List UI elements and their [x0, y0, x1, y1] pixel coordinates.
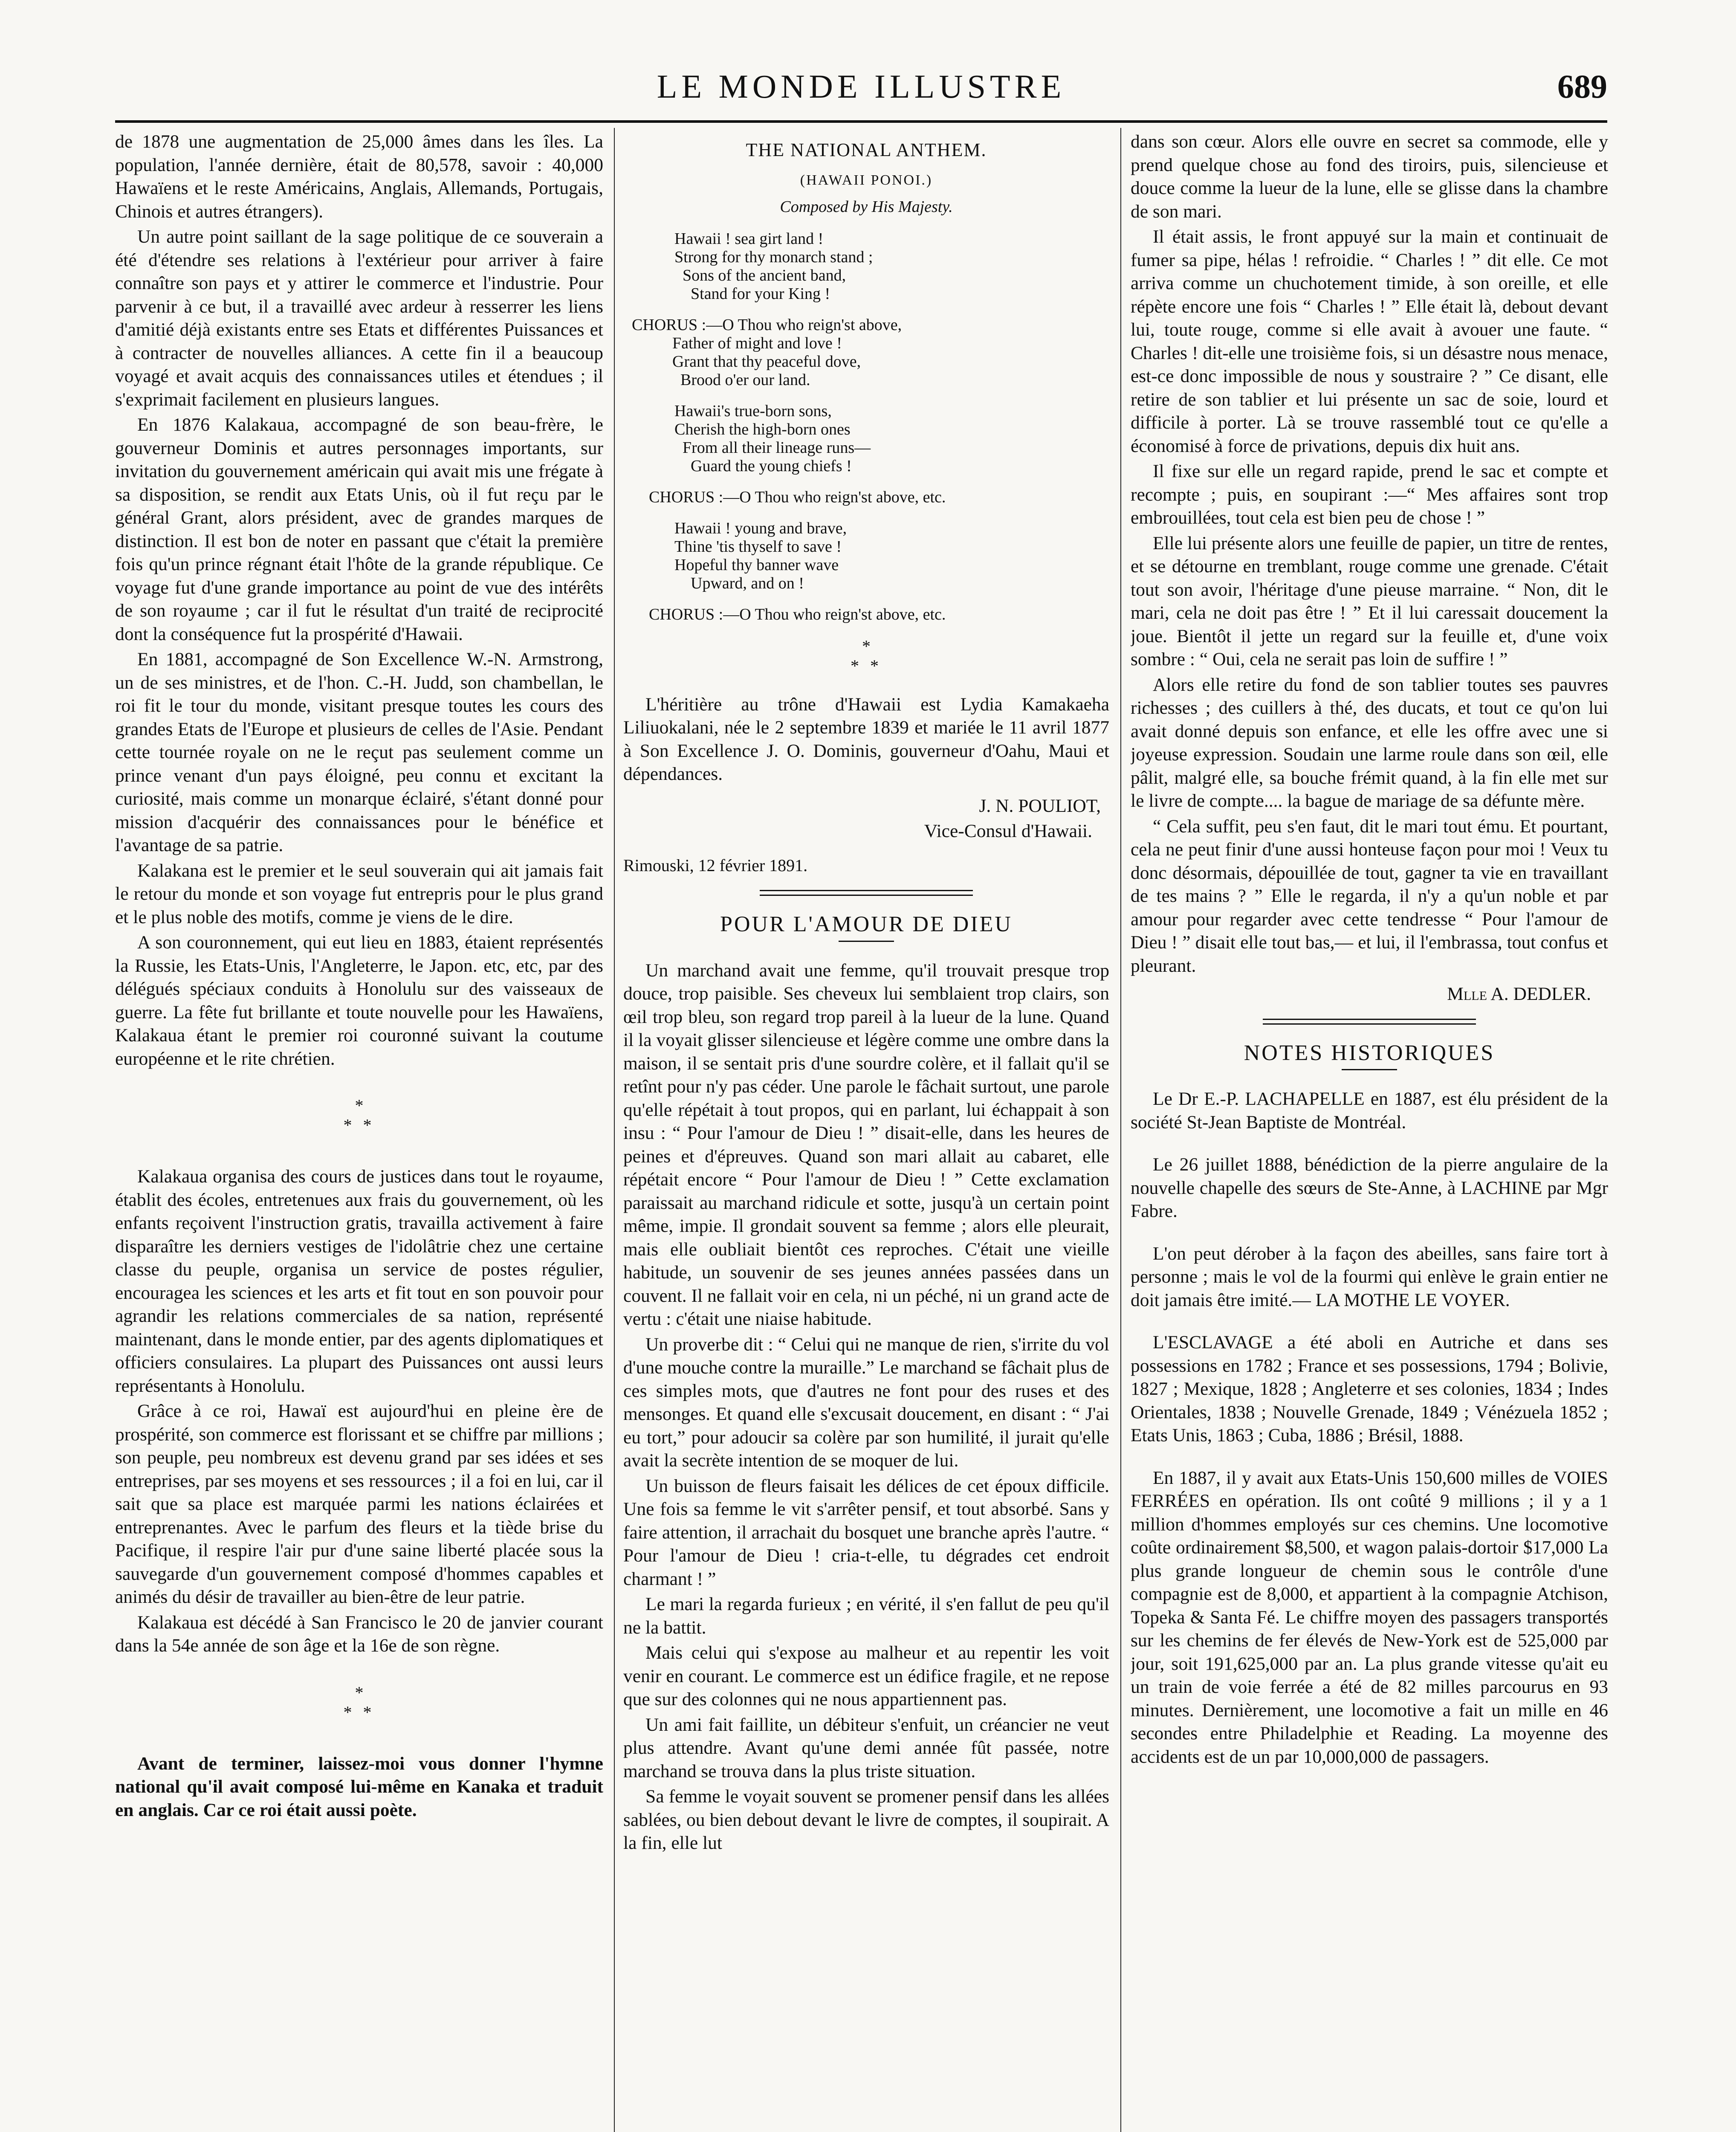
- paragraph: Elle lui présente alors une feuille de papier, un titre de rentes, et se détourne en tremblant, rouge comme une grenade. C'était tout son avoir, l'héritage d'une pieuse marraine. “ Non, dit le mari, cela ne doit pas être ! ” Et il lui caressait doucement la joue. Bientôt il jette un regard sur la feuille et, d'une voix sombre : “ Oui, cela ne serait pas loin de suffire ! ”: [1131, 533, 1608, 669]
- asterisk: *: [862, 636, 871, 656]
- verse-line: Strong for thy monarch stand ;: [674, 248, 873, 266]
- anthem-credit: Composed by His Majesty.: [780, 198, 953, 216]
- verse-line: Thine 'tis thyself to save !: [674, 537, 842, 556]
- note: Le 26 juillet 1888, bénédiction de la pierre angulaire de la nouvelle chapelle des sœurs de Ste-Anne, à LACHINE par Mgr Fabre.: [1131, 1154, 1608, 1221]
- column-3: [1131, 130, 1608, 2132]
- paragraph: Un proverbe dit : “ Celui qui ne manque de rien, s'irrite du vol d'une mouche contre la muraille.” Le marchand se fâchait plus de ces simples mots, que d'autres ne font pour des ruses et des mensonges. Et quand elle s'excusait doucement, en disant : “ J'ai eu tort,” pour adoucir sa colère par son humilité, il jurait qu'elle avait la secrète intention de se moquer de lui.: [623, 1334, 1109, 1471]
- paragraph: de 1878 une augmentation de 25,000 âmes dans les îles. La population, l'année dernière, était de 80,578, savoir : 40,000 Hawaïens et le reste Américains, Anglais, Allemands, Portugais, Chinois et autres étrangers).: [115, 131, 603, 222]
- asterisks: * *: [343, 1115, 375, 1135]
- column-1: [115, 130, 603, 2132]
- paragraph: Kalakaua organisa des cours de justices dans tout le royaume, établit des écoles, entretenues aux frais du gouvernement, où les enfants reçoivent l'instruction gratis, travailla activement à faire disparaître les derniers vestiges de l'idolâtrie chez une certaine classe du peuple, organisa un service de postes régulier, encouragea les sciences et les arts et fit tout en son pouvoir pour agrandir les relations commerciales de sa nation, représenté maintenant, dans le monde entier, par des agents diplomatiques et officiers consulaires. La plupart des Puissances ont aussi leurs représentants à Honolulu.: [115, 1166, 603, 1396]
- verse-line: Hawaii ! sea girt land !: [674, 229, 824, 248]
- chorus-line: CHORUS :—O Thou who reign'st above, etc.: [649, 605, 946, 623]
- paragraph: Sa femme le voyait souvent se promener pensif dans les allées sablées, ou bien debout devant le livre de comptes, il soupirait. A la fin, elle lut: [623, 1786, 1109, 1853]
- chorus-3: [649, 605, 1109, 624]
- verse-line: Stand for your King !: [674, 284, 830, 303]
- paragraph: A son couronnement, qui eut lieu en 1883, étaient représentés la Russie, les Etats-Unis, l'Angleterre, le Japon. etc, etc, par des délégués spéciaux conduits à Honolulu sur des vaisseaux de guerre. La fête fut brillante et toute nouvelle pour les Hawaïens, Kalakaua étant le premier roi couronné suivant la coutume européenne et le rite chrétien.: [115, 932, 603, 1069]
- header-rule: [115, 120, 1607, 123]
- paragraph: Kalakana est le premier et le seul souverain qui ait jamais fait le retour du monde et son voyage fut entrepris pour le plus grand et le plus noble des motifs, comme je viens de le dire.: [115, 860, 603, 927]
- chorus-line: Father of might and love !: [632, 334, 842, 352]
- paragraph: En 1876 Kalakaua, accompagné de son beau-frère, le gouverneur Dominis et autres personnages importants, sur invitation du gouvernement américain qui avait mis une frégate à sa disposition, se rendit aux Etats Unis, où il fut reçu par le général Grant, alors président, avec de grandes marques de distinction. Il est bon de noter en passant que c'était la première fois qu'un prince régnant était l'hôte de la grande république. Ce voyage fut d'une grande importance au point de vue des intérêts de son royaume ; car il fut le résultat d'un traité de reciprocité dont la conséquence fut la prospérité d'Hawaii.: [115, 414, 603, 644]
- spacer: [1131, 1314, 1608, 1331]
- verse-line: Upward, and on !: [674, 574, 804, 592]
- section-break: [115, 1096, 603, 1135]
- note: L'on peut dérober à la façon des abeilles, sans faire tort à personne ; mais le vol de la fourmi qui enlève le grain entier ne doit jamais être imité.— LA MOTHE LE VOYER.: [1131, 1243, 1608, 1310]
- anthem-subtitle: (HAWAII PONOI.): [800, 172, 933, 188]
- paragraph: Alors elle retire du fond de son tablier toutes ses pauvres richesses ; des cuillers à thé, des ducats, et tout ce qu'on lui avait donné depuis son enfance, et elle les offre avec une si joyeuse expression. Soudain une larme roule dans son œil, elle pâlit, malgré elle, sa bouche frémit quand, à la fin elle met sur le livre de compte.... la bague de mariage de sa défunte mère.: [1131, 674, 1608, 811]
- paragraph: Un marchand avait une femme, qu'il trouvait presque trop douce, trop paisible. Ses cheveux lui semblaient trop clairs, son œil trop bleu, son regard trop pareil à la lueur de la lune. Quand il la voyait glisser silencieuse et légère comme une ombre dans la maison, il se sentait pris d'une sourdre colère, et il fallait qu'il se retînt pour n'y pas céder. Une parole le fâchait surtout, une parole qu'elle répétait à tout propos, qui en parlant, lui échappait à son insu : “ Pour l'amour de Dieu ! ” disait-elle, dans les heures de peines et d'épreuves. Quand son mari allait au cabaret, elle répétait encore “ Pour l'amour de Dieu ! ” Cette exclamation paraissait au marchand ridicule et sotte, jusqu'à un certain point même, impie. Il grondait souvent sa femme ; alors elle pleurait, mais elle oubliait bientôt ces reproches. C'était une vieille habitude, un souvenir de ses jeunes années passées dans un couvent. Il ne fallait voir en cela, ni un péché, ni un grand acte de vertu : c'était une niaise habitude.: [623, 960, 1109, 1329]
- verse-3: [674, 519, 1109, 593]
- paragraph: Avant de terminer, laissez-moi vous donner l'hymne national qu'il avait composé lui-même en Kanaka et traduit en anglais. Car ce roi était aussi poète.: [115, 1753, 603, 1820]
- signature: J. N. POULIOT,: [979, 795, 1101, 816]
- spacer: [1131, 1225, 1608, 1242]
- verse-line: Hawaii's true-born sons,: [674, 402, 832, 420]
- paragraph: Mais celui qui s'expose au malheur et au repentir les voit venir en courant. Le commerce est un édifice fragile, et ne repose que sur des colonnes qui ne nous appartiennent pas.: [623, 1642, 1109, 1709]
- verse-2: [674, 402, 1109, 475]
- signature-title: Vice-Consul d'Hawaii.: [924, 821, 1092, 841]
- title-rule: [1342, 1069, 1397, 1070]
- column-divider: [614, 128, 615, 2132]
- section-break: [115, 1683, 603, 1722]
- paragraph: Un ami fait faillite, un débiteur s'enfuit, un créancier ne veut plus attendre. Avant qu'une demi année fût passée, notre marchand se trouva dans la plus triste situation.: [623, 1714, 1109, 1781]
- anthem-title: THE NATIONAL ANTHEM.: [746, 139, 987, 160]
- paragraph: Le mari la regarda furieux ; en vérité, il s'en fallut de peu qu'il ne la battit.: [623, 1594, 1109, 1638]
- note: Le Dr E.-P. LACHAPELLE en 1887, est élu président de la société St-Jean Baptiste de Montréal.: [1131, 1089, 1608, 1133]
- title-rule: [839, 941, 894, 942]
- paragraph: “ Cela suffit, peu s'en faut, dit le mari tout ému. Et pourtant, cela ne peut finir d'une aussi honteuse façon pour moi ! Veux tu donc désormais, dépouillée de tout, gagner ta vie en travaillant de tes mains ? ” Elle le regarda, il n'y a qu'un noble et par amour pour regarder avec cette tendresse “ Pour l'amour de Dieu ! ” disait elle tout bas,— et lui, il l'embrassa, tout confus et pleurant.: [1131, 816, 1608, 976]
- asterisk: *: [355, 1683, 364, 1702]
- chorus-line: CHORUS :—O Thou who reign'st above, etc.: [649, 488, 946, 506]
- double-rule: [1263, 1019, 1476, 1025]
- chorus-line: CHORUS :—O Thou who reign'st above,: [632, 316, 902, 334]
- notes-title: NOTES HISTORIQUES: [1244, 1040, 1495, 1065]
- double-rule: [760, 890, 973, 896]
- spacer: [1131, 1449, 1608, 1466]
- asterisks: * *: [343, 1702, 375, 1722]
- paragraph: Un buisson de fleurs faisait les délices de cet époux difficile. Une fois sa femme le vit s'arrêter pensif, et tout absorbé. Sans y faire attention, il arrachait du bosquet une branche après l'autre. “ Pour l'amour de Dieu ! cria-t-elle, tu dégrades cet endroit charmant ! ”: [623, 1475, 1109, 1589]
- verse-line: Cherish the high-born ones: [674, 420, 851, 438]
- paragraph: Grâce à ce roi, Hawaï est aujourd'hui en pleine ère de prospérité, son commerce est florissant et se chiffre par millions ; son peuple, peu nombreux est devenu grand par ses idées et ses entreprises, par ses moyens et ses ressources ; il a foi en lui, car il sait que sa place est marquée parmi les nations éclairées et entreprenantes. Avec le parfum des fleurs et la tiède brise du Pacifique, il respire l'air pur d'une saine liberté placée sous la sauvegarde d'un gouvernement composé d'hommes capables et animés du désir de travailler au bien-être de leur patrie.: [115, 1401, 603, 1607]
- paragraph: En 1881, accompagné de Son Excellence W.-N. Armstrong, un de ses ministres, et de l'hon. C.-H. Judd, son chambellan, le roi fit le tour du monde, visitant presque toutes les cours des grandes Etats de l'Europe et plusieurs de celles de l'Asie. Pendant cette tournée royale on ne le reçut pas seulement comme un prince venant d'un pays éloigné, peu connu et excitant la curiosité, mais comme un monarque éclairé, s'étant donné pour mission d'acquérir des connaissances pour le bénéfice et l'avantage de sa patrie.: [115, 649, 603, 855]
- story-author: Mlle A. DEDLER.: [1447, 984, 1591, 1004]
- chorus-1: [632, 316, 1109, 389]
- place-date: Rimouski, 12 février 1891.: [623, 855, 808, 875]
- section-break: [623, 637, 1109, 676]
- column-divider: [1120, 128, 1121, 2132]
- chorus-2: [649, 488, 1109, 507]
- paragraph: Il fixe sur elle un regard rapide, prend le sac et compte et recompte ; puis, en soupirant :—“ Mes affaires sont trop embrouillées, tout cela est bien peu de chose ! ”: [1131, 461, 1608, 528]
- chorus-line: Grant that thy peaceful dove,: [632, 352, 861, 371]
- verse-line: Hawaii ! young and brave,: [674, 519, 847, 537]
- page-number: 689: [1557, 68, 1607, 105]
- column-2: [623, 130, 1109, 2132]
- note: L'ESCLAVAGE a été aboli en Autriche et dans ses possessions en 1782 ; France et ses possessions, 1794 ; Bolivie, 1827 ; Mexique, 1828 ; Angleterre et ses colonies, 1834 ; Indes Orientales, 1838 ; Nouvelle Grenade, 1849 ; Vénézuela 1852 ; Etats Unis, 1863 ; Cuba, 1886 ; Brésil, 1888.: [1131, 1332, 1608, 1445]
- page-header: [115, 64, 1607, 115]
- paragraph: Kalakaua est décédé à San Francisco le 20 de janvier courant dans la 54e année de son âge et la 16e de son règne.: [115, 1612, 603, 1656]
- verse-line: Hopeful thy banner wave: [674, 556, 839, 574]
- verse-line: Sons of the ancient band,: [674, 266, 846, 284]
- chorus-line: Brood o'er our land.: [632, 371, 810, 389]
- paragraph: Un autre point saillant de la sage politique de ce souverain a été d'étendre ses relations à l'extérieur pour arriver à faire connaître son pays et y attirer le commerce et l'industrie. Pour parvenir à ce but, il a travaillé avec ardeur à resserrer les liens d'amitié déjà existants entre ses Etats et différentes Puissances et à contracter de nouvelles alliances. A cette fin il a beaucoup voyagé et avait acquis des connaissances utiles et étendues ; il s'exprimait facilement en plusieurs langues.: [115, 226, 603, 410]
- asterisks: * *: [851, 656, 882, 675]
- verse-line: From all their lineage runs—: [674, 438, 871, 457]
- publication-title: LE MONDE ILLUSTRE: [657, 68, 1066, 105]
- paragraph: L'héritière au trône d'Hawaii est Lydia Kamakaeha Liliuokalani, née le 2 septembre 1839 et mariée le 11 avril 1877 à Son Excellence J. O. Dominis, gouverneur d'Oahu, Maui et dépendances.: [623, 694, 1109, 784]
- paragraph: Il était assis, le front appuyé sur la main et continuait de fumer sa pipe, hélas ! refroidie. “ Charles ! ” dit elle. Ce mot arriva comme un chuchotement timide, à son oreille, et elle répète encore une fois “ Charles ! ” Elle était là, debout devant lui, toute rouge, comme si elle avait à avouer une faute. “ Charles ! dit-elle une troisième fois, si un désastre nous menace, est-ce donc impossible de nous y soustraire ? ” Ce disant, elle retire de son tablier et lui présente un sac de soie, lourd et difficile à porter. Là se trouve rassemblé tout ce qu'elle a économisé à force de privations, depuis dix huit ans.: [1131, 226, 1608, 456]
- paragraph: dans son cœur. Alors elle ouvre en secret sa commode, elle y prend quelque chose au fond des tiroirs, puis, silencieuse et douce comme la lueur de la lune, elle se glisse dans la chambre de son mari.: [1131, 131, 1608, 222]
- note: En 1887, il y avait aux Etats-Unis 150,600 milles de VOIES FERRÉES en opération. Ils ont coûté 9 millions ; il y a 1 million d'hommes employés sur ces chemins. Une locomotive coûte ordinairement $8,500, et wagon palais-dortoir $17,000 La plus grande longueur de chemin sous le contrôle d'une compagnie est de 8,000, et appartient à la compagnie Atchison, Topeka & Santa Fé. Le chiffre moyen des passagers transportés sur les chemins de fer élevés de New-York est de 525,000 par jour, soit 191,625,000 par an. La plus grande vitesse qu'ait eu un train de voie ferrée a été de 82 milles parcourus en 93 minutes. Dernièrement, une locomotive a fait un mille en 46 secondes entre Philadelphie et Reading. La moyenne des accidents est de un par 10,000,000 de passagers.: [1131, 1467, 1608, 1767]
- story-title: POUR L'AMOUR DE DIEU: [720, 912, 1013, 936]
- spacer: [1131, 1136, 1608, 1153]
- asterisk: *: [355, 1096, 364, 1115]
- verse-line: Guard the young chiefs !: [674, 457, 852, 475]
- verse-1: [674, 230, 1109, 303]
